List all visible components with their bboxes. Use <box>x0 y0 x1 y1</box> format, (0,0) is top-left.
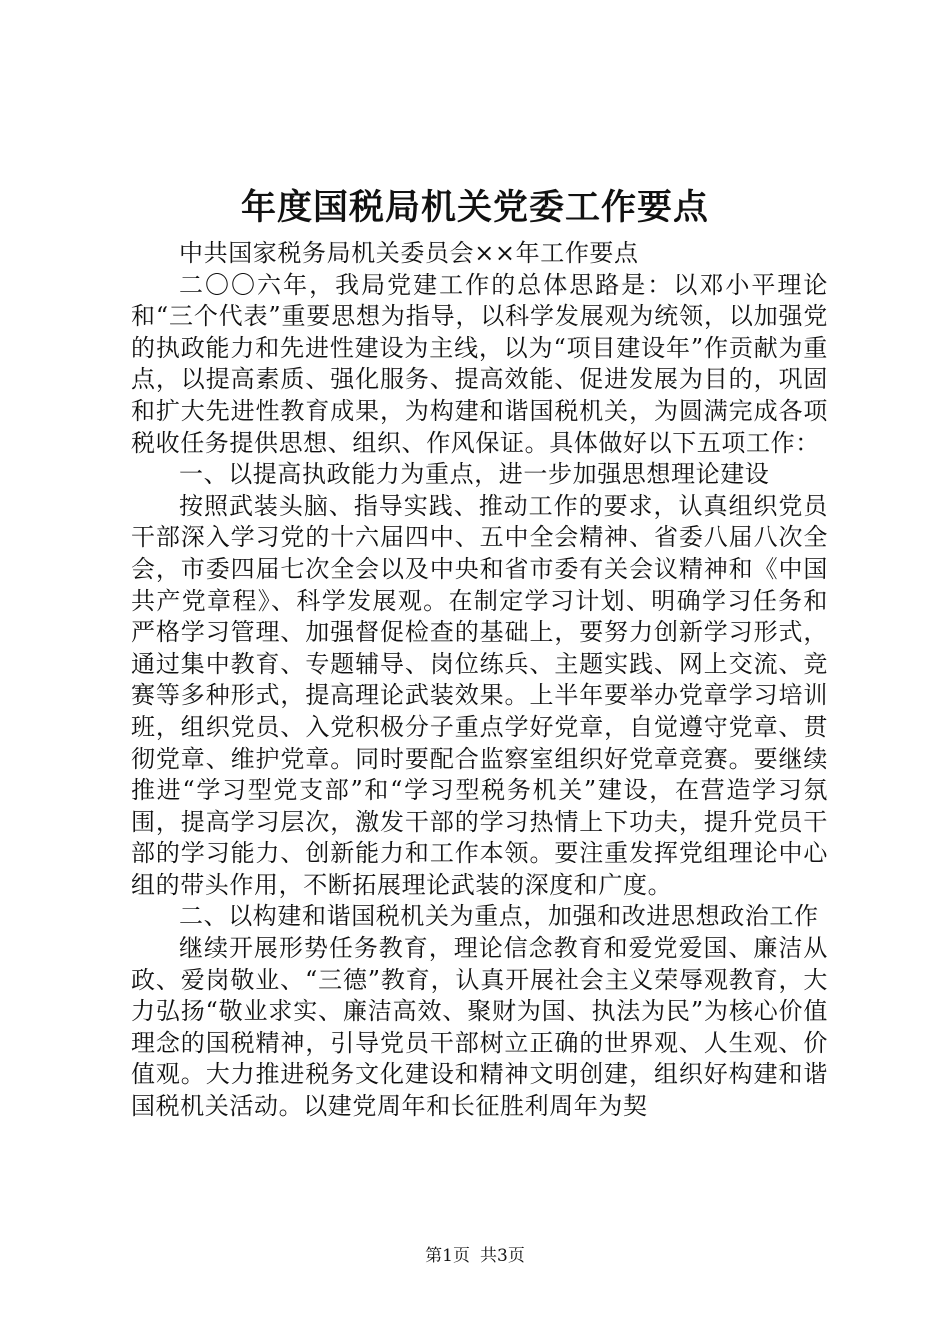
page-footer <box>0 1244 950 1268</box>
document-title: 年度国税局机关党委工作要点 <box>240 187 709 228</box>
paragraph-section-2: 继续开展形势任务教育，理论信念教育和爱党爱国、廉洁从政、爱岗敬业、“三德”教育，认真开展社会主义荣辱观教育，大力弘扬“敬业求实、廉洁高效、聚财为国、执法为民”为核心价值理念的国税精神，引导党员干部树立正确的世界观、人生观、价值观。大力推进税务文化建设和精神文明创建，组织好构建和谐国税机关活动。以建党周年和长征胜利周年为契 <box>131 934 828 1121</box>
paragraph-section-1: 按照武装头脑、指导实践、推动工作的要求，认真组织党员干部深入学习党的十六届四中、五中全会精神、省委八届八次全会，市委四届七次全会以及中央和省市委有关会议精神和《中国共产党章程》、科学发展观。在制定学习计划、明确学习任务和严格学习管理、加强督促检查的基础上，要努力创新学习形式，通过集中教育、专题辅导、岗位练兵、主题实践、网上交流、竞赛等多种形式，提高理论武装效果。上半年要举办党章学习培训班，组织党员、入党积极分子重点学好党章，自觉遵守党章、贯彻党章、维护党章。同时要配合监察室组织好党章竞赛。要继续推进“学习型党支部”和“学习型税务机关”建设，在营造学习氛围，提高学习层次，激发干部的学习热情上下功夫，提升党员干部的学习能力、创新能力和工作本领。要注重发挥党组理论中心组的带头作用，不断拓展理论武装的深度和广度。 <box>131 491 828 899</box>
section-heading-1: 一、以提高执政能力为重点，进一步加强思想理论建设 <box>179 460 770 489</box>
paragraph-subtitle: 中共国家税务局机关委员会××年工作要点 <box>179 239 639 267</box>
page-total: 共3页 <box>480 1246 525 1266</box>
page-number: 第1页 <box>425 1246 470 1266</box>
paragraph-overview: 二〇〇六年，我局党建工作的总体思路是：以邓小平理论和“三个代表”重要思想为指导，以科学发展观为统领，以加强党的执政能力和先进性建设为主线，以为“项目建设年”作贡献为重点，以提高素质、强化服务、提高效能、促进发展为目的，巩固和扩大先进性教育成果，为构建和谐国税机关，为圆满完成各项税收任务提供思想、组织、作风保证。具体做好以下五项工作： <box>131 270 828 457</box>
section-heading-2: 二、以构建和谐国税机关为重点，加强和改进思想政治工作 <box>179 902 819 931</box>
document-body <box>131 238 828 1123</box>
